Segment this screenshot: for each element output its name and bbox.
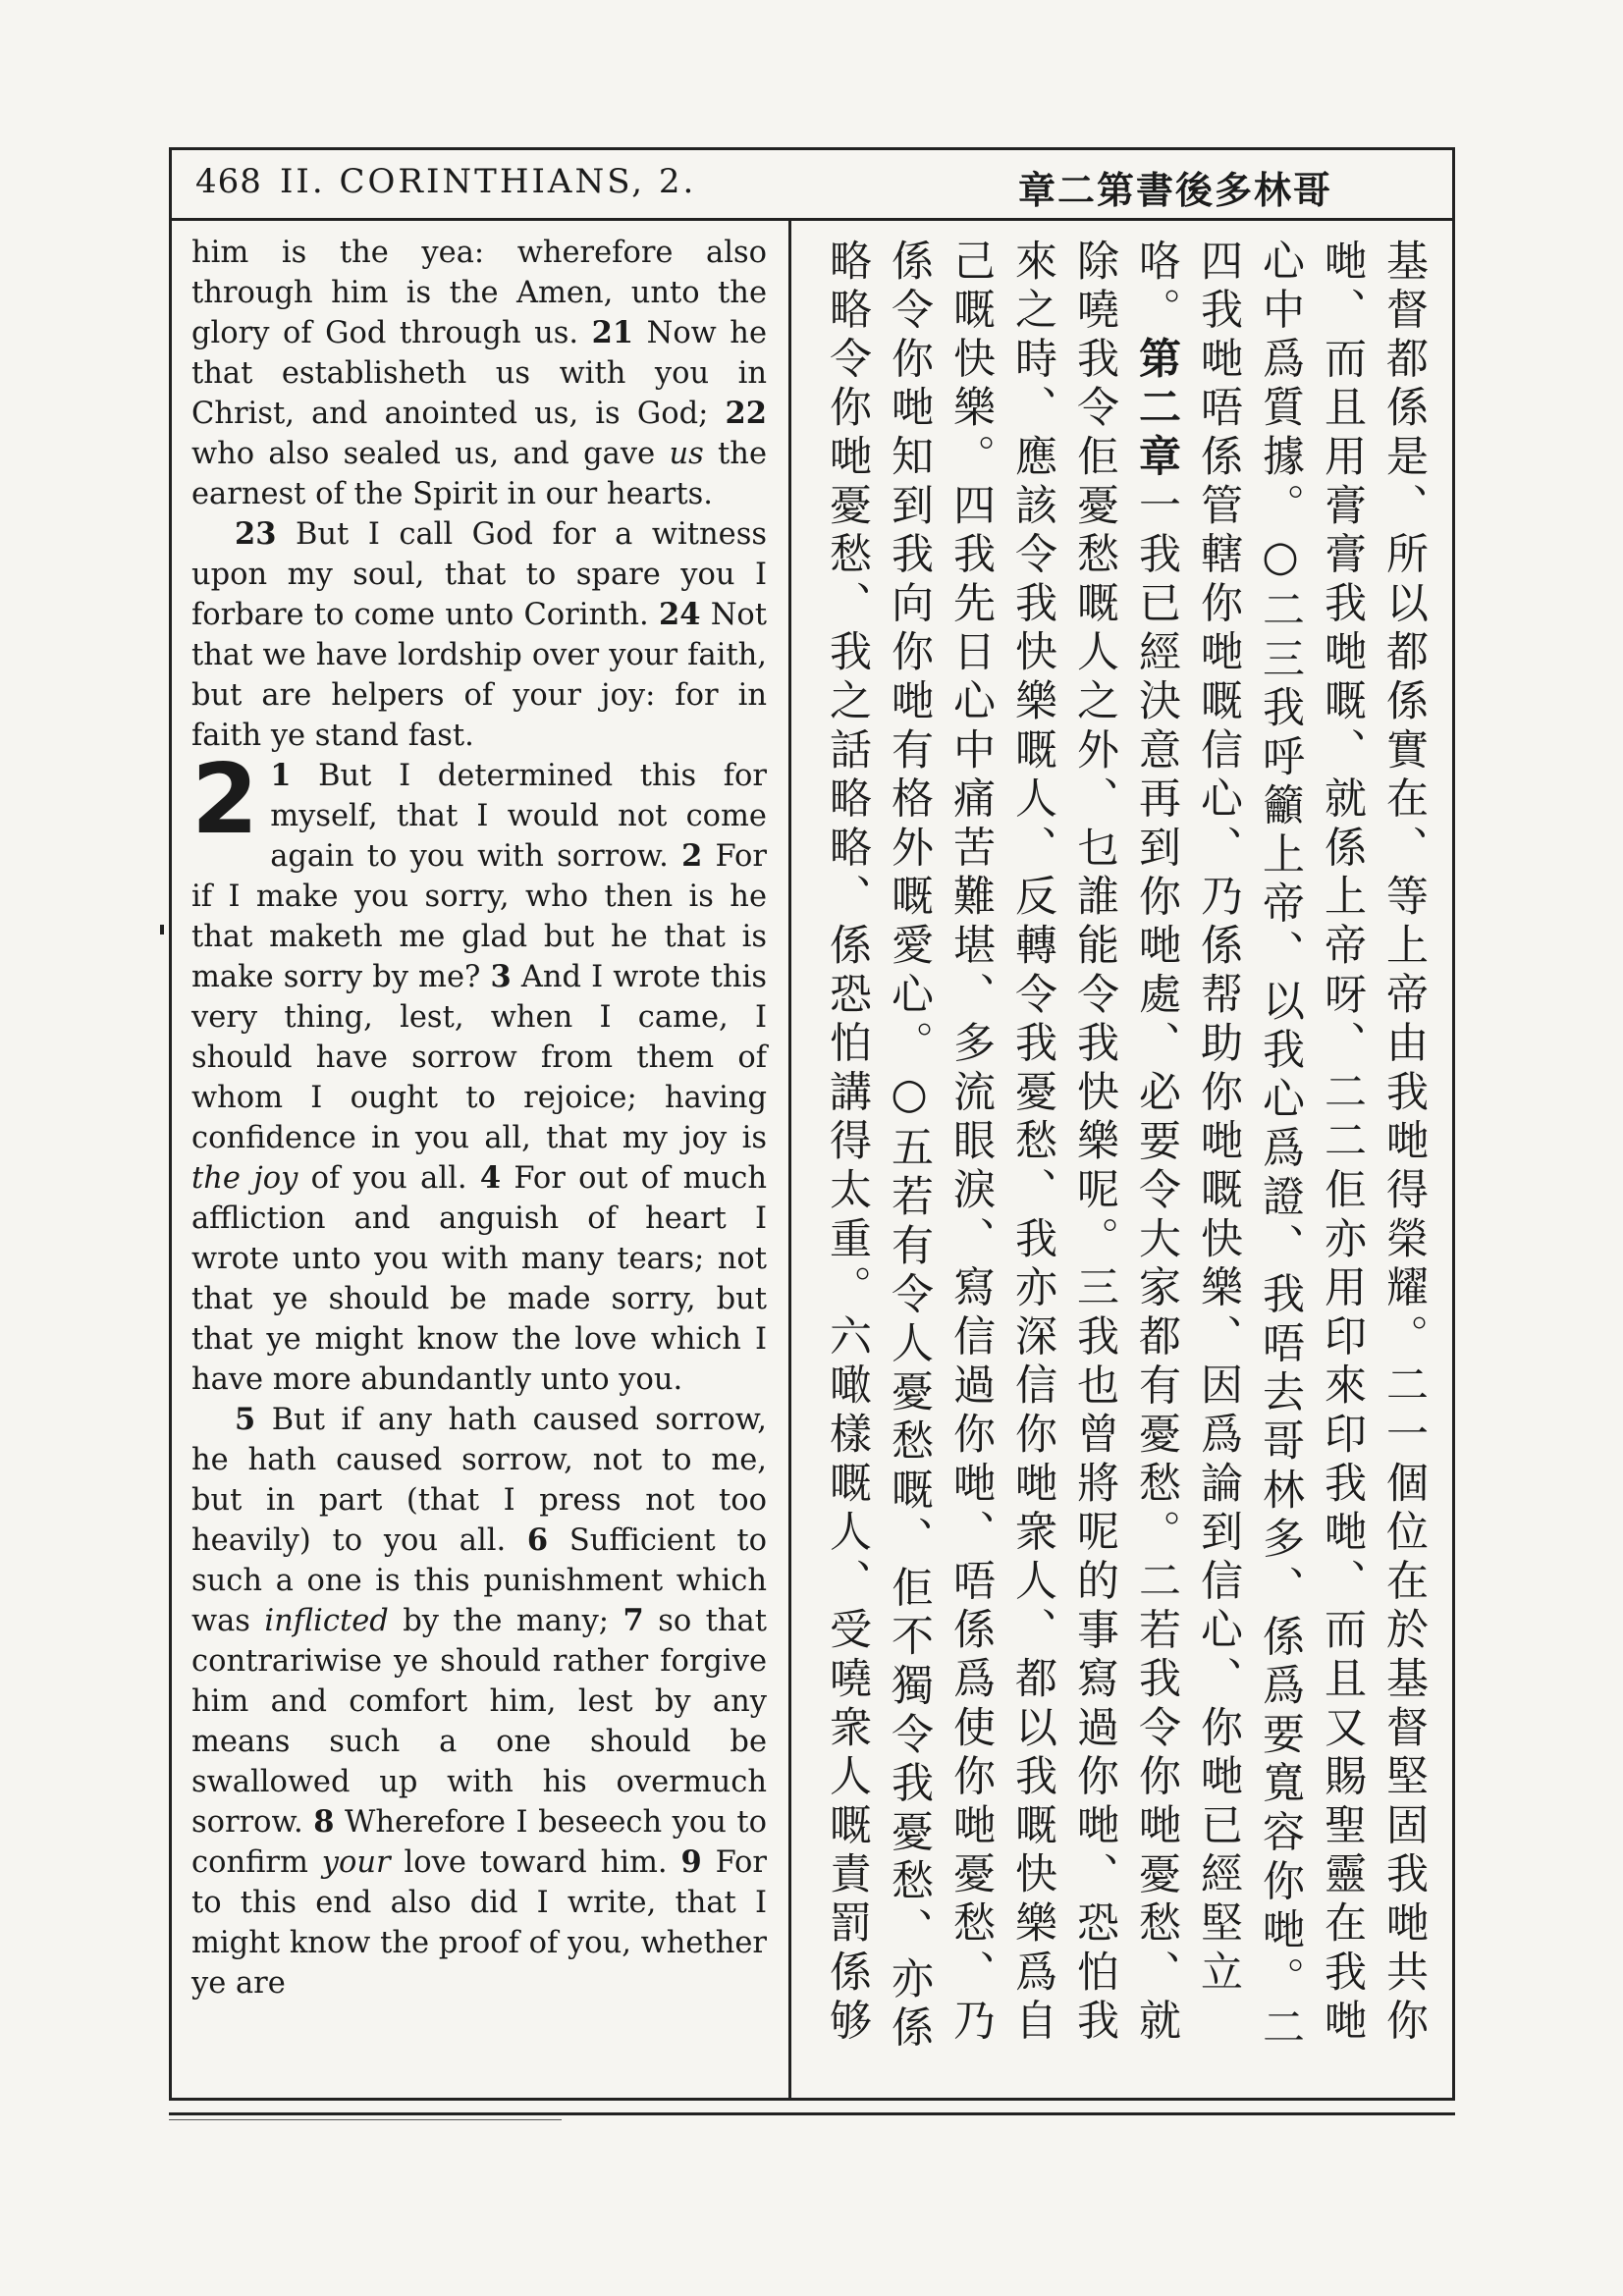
verse-number: 5: [235, 1402, 256, 1437]
italic-text: inflicted: [264, 1604, 389, 1638]
margin-mark: [160, 925, 164, 934]
verse-number: 1: [270, 758, 292, 793]
verse-number: 7: [622, 1603, 644, 1638]
chapter-drop-number: 2: [191, 744, 259, 856]
chinese-text: 二一個位在於基督堅固我哋共你哋、而且用膏膏我哋嘅、就係上帝呀、: [1318, 239, 1429, 2048]
verse-number: 2: [681, 838, 703, 874]
text: Sufficient to such a one is this punishment which was: [191, 1523, 767, 1638]
chinese-text: 二四我哋唔係管轄你哋嘅信心、乃係帮助你哋嘅快樂、因爲論到信心、你哋已經堅立咯。: [1132, 239, 1305, 2055]
text: And I wrote this very thing, lest, when I came, I should have sorrow from them of whom I ought to rejoice; having confidence in you all, that my joy is: [191, 960, 767, 1155]
text: love toward him.: [404, 1845, 668, 1880]
text: him is the yea: wherefore also through him is the Amen, unto the glory of God through us.: [191, 236, 767, 350]
text: the earnest of the Spirit in our hearts.: [191, 437, 767, 511]
verse-number: 9: [680, 1844, 702, 1880]
english-column: [191, 233, 767, 2003]
italic-text: your: [321, 1845, 391, 1880]
verse-number: 6: [526, 1522, 549, 1558]
column-divider: [788, 221, 791, 2101]
text: For to this end also did I write, that I might know the proof of you, whether ye are: [191, 1845, 767, 2001]
text: Not that we have lordship over your faith, but are helpers of your joy: for in faith ye stand fast.: [191, 598, 768, 753]
chinese-column: [816, 239, 1434, 2074]
italic-text: the joy: [191, 1161, 298, 1196]
chinese-text: 二二佢亦用印來印我哋、而且又賜聖靈在我哋心中爲質據。: [1256, 239, 1367, 2048]
english-paragraph: [191, 514, 767, 756]
text: But if any hath caused sorrow, he hath caused sorrow, not to me, but in part (that I press not too heavily) to you all.: [191, 1403, 767, 1558]
chinese-text: 二若我令你哋憂愁、就除嘵我令佢憂愁嘅人之外、乜誰能令我快樂呢。: [1070, 239, 1181, 2048]
text: so that contrariwise ye should rather forgive him and comfort him, lest by any means such a one should be swallowed up with his overmuch sorrow.: [191, 1604, 767, 1840]
chinese-text: 三我也曾將呢的事寫過你哋、恐怕我來之時、應該令我快樂嘅人、反轉令我憂愁、我亦深信你哋衆人、都以我嘅快樂爲自己嘅快樂。: [947, 239, 1119, 2048]
english-paragraph: [191, 744, 767, 1400]
chinese-text: 基督都係是、所以都係實在、等上帝由我哋得榮耀。: [1380, 239, 1429, 1363]
text: But I determined this for myself, that I would not come again to you with sorrow.: [270, 759, 767, 874]
page-number: 468: [195, 162, 262, 201]
text: Now he that establisheth us with you in Christ, and anointed us, is God;: [191, 316, 768, 431]
text: But I call God for a witness upon my soul, that to spare you I forbare to come unto Corinth.: [191, 517, 768, 632]
text: who also sealed us, and gave: [191, 437, 656, 471]
chapter-title: 第二章: [1132, 336, 1181, 484]
verse-number: 24: [659, 597, 701, 632]
english-paragraph: [191, 1400, 767, 2003]
chinese-text: 一我已經決意再到你哋處、必要令大家都有憂愁。: [1132, 483, 1181, 1559]
chinese-text: 四我先日心中痛苦難堪、多流眼淚、寫信過你哋、唔係爲使你哋憂愁、乃係令你哋知到我向你哋有格外嘅愛心。: [885, 239, 996, 2048]
footer-rule: [169, 2112, 1455, 2115]
page-frame: [169, 147, 1455, 2101]
text: Wherefore I beseech you to confirm: [191, 1805, 768, 1880]
text: For out of much affliction and anguish of heart I wrote unto you with many tears; not that ye should be made sorry, but that ye might know the love which I have more abundantly unto you.: [191, 1161, 767, 1397]
chinese-text: 六噉樣嘅人、受嘵衆人嘅責罰係够: [823, 1313, 872, 2048]
verse-number: 23: [235, 516, 277, 552]
verse-number: 3: [490, 959, 512, 994]
running-head-chinese: 章二第書後多林哥: [1017, 168, 1332, 212]
verse-number: 8: [313, 1804, 335, 1840]
chinese-text: ○二三我呼籲上帝、以我心爲證、我唔去哥林多、係爲要寬容你哋。: [1256, 531, 1305, 2005]
page-header: [172, 150, 1452, 221]
verse-number: 22: [725, 396, 767, 431]
running-head: II. CORINTHIANS, 2.: [280, 162, 697, 201]
text: by the many;: [403, 1604, 610, 1638]
italic-text: us: [669, 437, 704, 471]
english-paragraph: [191, 233, 767, 514]
chinese-text: ○五若有令人憂愁嘅、佢不獨令我憂愁、亦係略略令你哋憂愁、我之話略略、係恐怕講得太重。: [823, 239, 934, 2055]
footer-rule-thin: [169, 2119, 562, 2120]
verse-number: 21: [591, 315, 634, 350]
text: of you all.: [310, 1161, 467, 1196]
text: For if I make you sorry, who then is he that maketh me glad but he that is make sorry by me?: [191, 839, 767, 994]
verse-number: 4: [479, 1160, 502, 1196]
